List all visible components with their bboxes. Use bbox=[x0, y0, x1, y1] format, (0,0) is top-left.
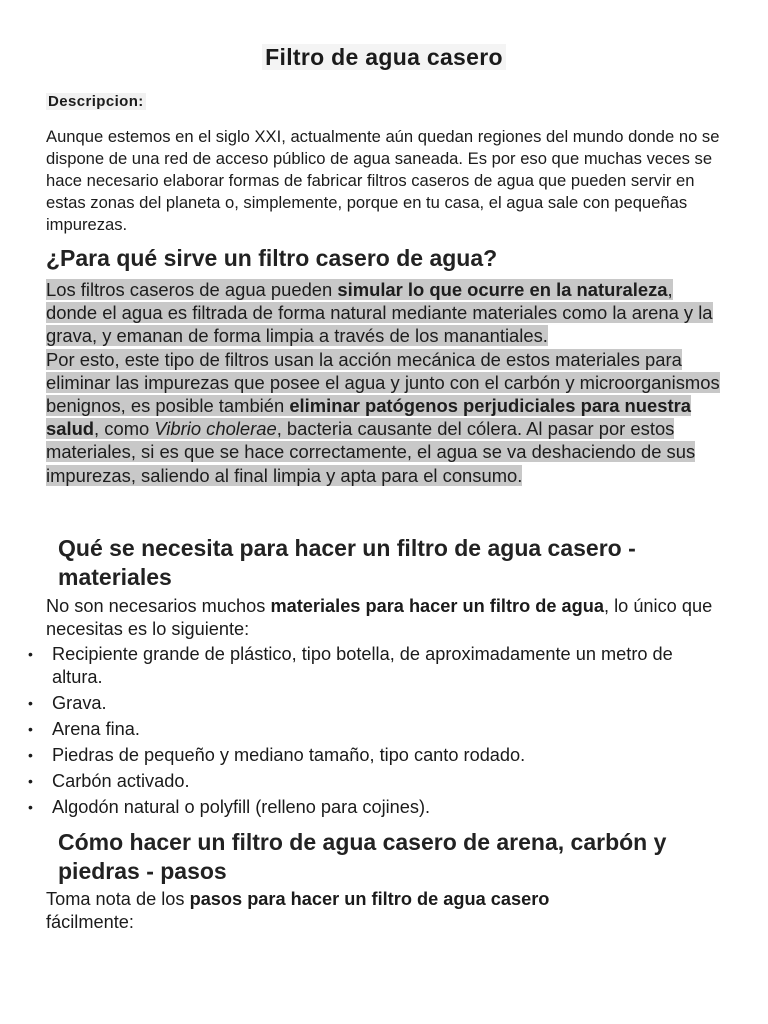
materials-intro-start: No son necesarios muchos bbox=[46, 596, 271, 616]
list-item-text: Algodón natural o polyfill (relleno para cojines). bbox=[52, 797, 431, 817]
purpose-p2-start: Por esto, este tipo de filtros usan la acción mecánica de estos materiales para eliminar las impurezas que posee el agua y junto con el carbón y microorganismos benignos, es posible también bbox=[46, 348, 720, 417]
bullet-icon: • bbox=[28, 695, 33, 711]
list-item bbox=[28, 796, 708, 819]
steps-intro bbox=[46, 888, 566, 934]
description-label-text: Descripcion: bbox=[48, 93, 144, 110]
description-label bbox=[46, 93, 146, 110]
bullet-icon: • bbox=[28, 721, 33, 737]
steps-heading: Cómo hacer un filtro de agua casero de arena, carbón y piedras - pasos bbox=[58, 829, 667, 884]
document-title-text: Filtro de agua casero bbox=[262, 44, 506, 70]
bullet-icon: • bbox=[28, 773, 33, 789]
list-item-text: Carbón activado. bbox=[52, 771, 190, 791]
list-item bbox=[28, 718, 708, 741]
list-item bbox=[28, 692, 708, 715]
purpose-p1-end: , donde el agua es filtrada de forma natural mediante materiales como la arena y la grava, y emanan de forma limpia a través de los manantiales. bbox=[46, 279, 713, 347]
steps-intro-bold: pasos para hacer un filtro de agua casero bbox=[189, 889, 550, 909]
materials-heading: Qué se necesita para hacer un filtro de agua casero - materiales bbox=[58, 535, 636, 590]
bullet-icon: • bbox=[28, 799, 33, 815]
purpose-p2-end: , bacteria causante del cólera. Al pasar por estos materiales, si es que se hace correctamente, el agua se va deshaciendo de sus impurezas, saliendo al final limpia y apta para el consumo. bbox=[46, 418, 696, 486]
materials-intro-end: , lo único que necesitas es lo siguiente: bbox=[46, 596, 713, 639]
list-item-text: Grava. bbox=[52, 693, 107, 713]
list-item bbox=[28, 744, 708, 767]
materials-intro bbox=[46, 595, 726, 641]
bullet-icon: • bbox=[28, 646, 33, 662]
purpose-p2-italic: Vibrio cholerae bbox=[154, 418, 277, 440]
list-item-text: Recipiente grande de plástico, tipo botella, de aproximadamente un metro de altura. bbox=[52, 644, 673, 687]
purpose-p1-start: Los filtros caseros de agua pueden bbox=[46, 279, 338, 300]
purpose-p2-bold: eliminar patógenos perjudiciales para nuestra salud bbox=[46, 395, 691, 440]
list-item-text: Piedras de pequeño y mediano tamaño, tipo canto rodado. bbox=[52, 745, 526, 765]
intro-paragraph: Aunque estemos en el siglo XXI, actualmente aún quedan regiones del mundo donde no se dispone de una red de acceso público de agua saneada. Es por eso que muchas veces se hace necesario elaborar formas de fabricar filtros caseros de agua que pueden servir en estas zonas del planeta o, simplemente, porque en tu casa, el agua sale con pequeñas impurezas. bbox=[46, 127, 720, 234]
purpose-heading: ¿Para qué sirve un filtro casero de agua? bbox=[46, 245, 498, 271]
materials-intro-bold: materiales para hacer un filtro de agua bbox=[270, 596, 604, 616]
purpose-paragraphs bbox=[46, 278, 722, 487]
bullet-icon: • bbox=[28, 747, 33, 763]
list-item bbox=[28, 643, 708, 689]
list-item-text: Arena fina. bbox=[52, 719, 140, 739]
list-item bbox=[28, 770, 708, 793]
materials-list bbox=[28, 643, 708, 822]
steps-intro-start: Toma nota de los bbox=[46, 889, 190, 909]
document-title bbox=[0, 44, 768, 71]
purpose-p1-bold: simular lo que ocurre en la naturaleza bbox=[337, 279, 668, 300]
purpose-p2-mid: , como bbox=[94, 418, 155, 440]
steps-intro-end: fácilmente: bbox=[46, 912, 134, 932]
